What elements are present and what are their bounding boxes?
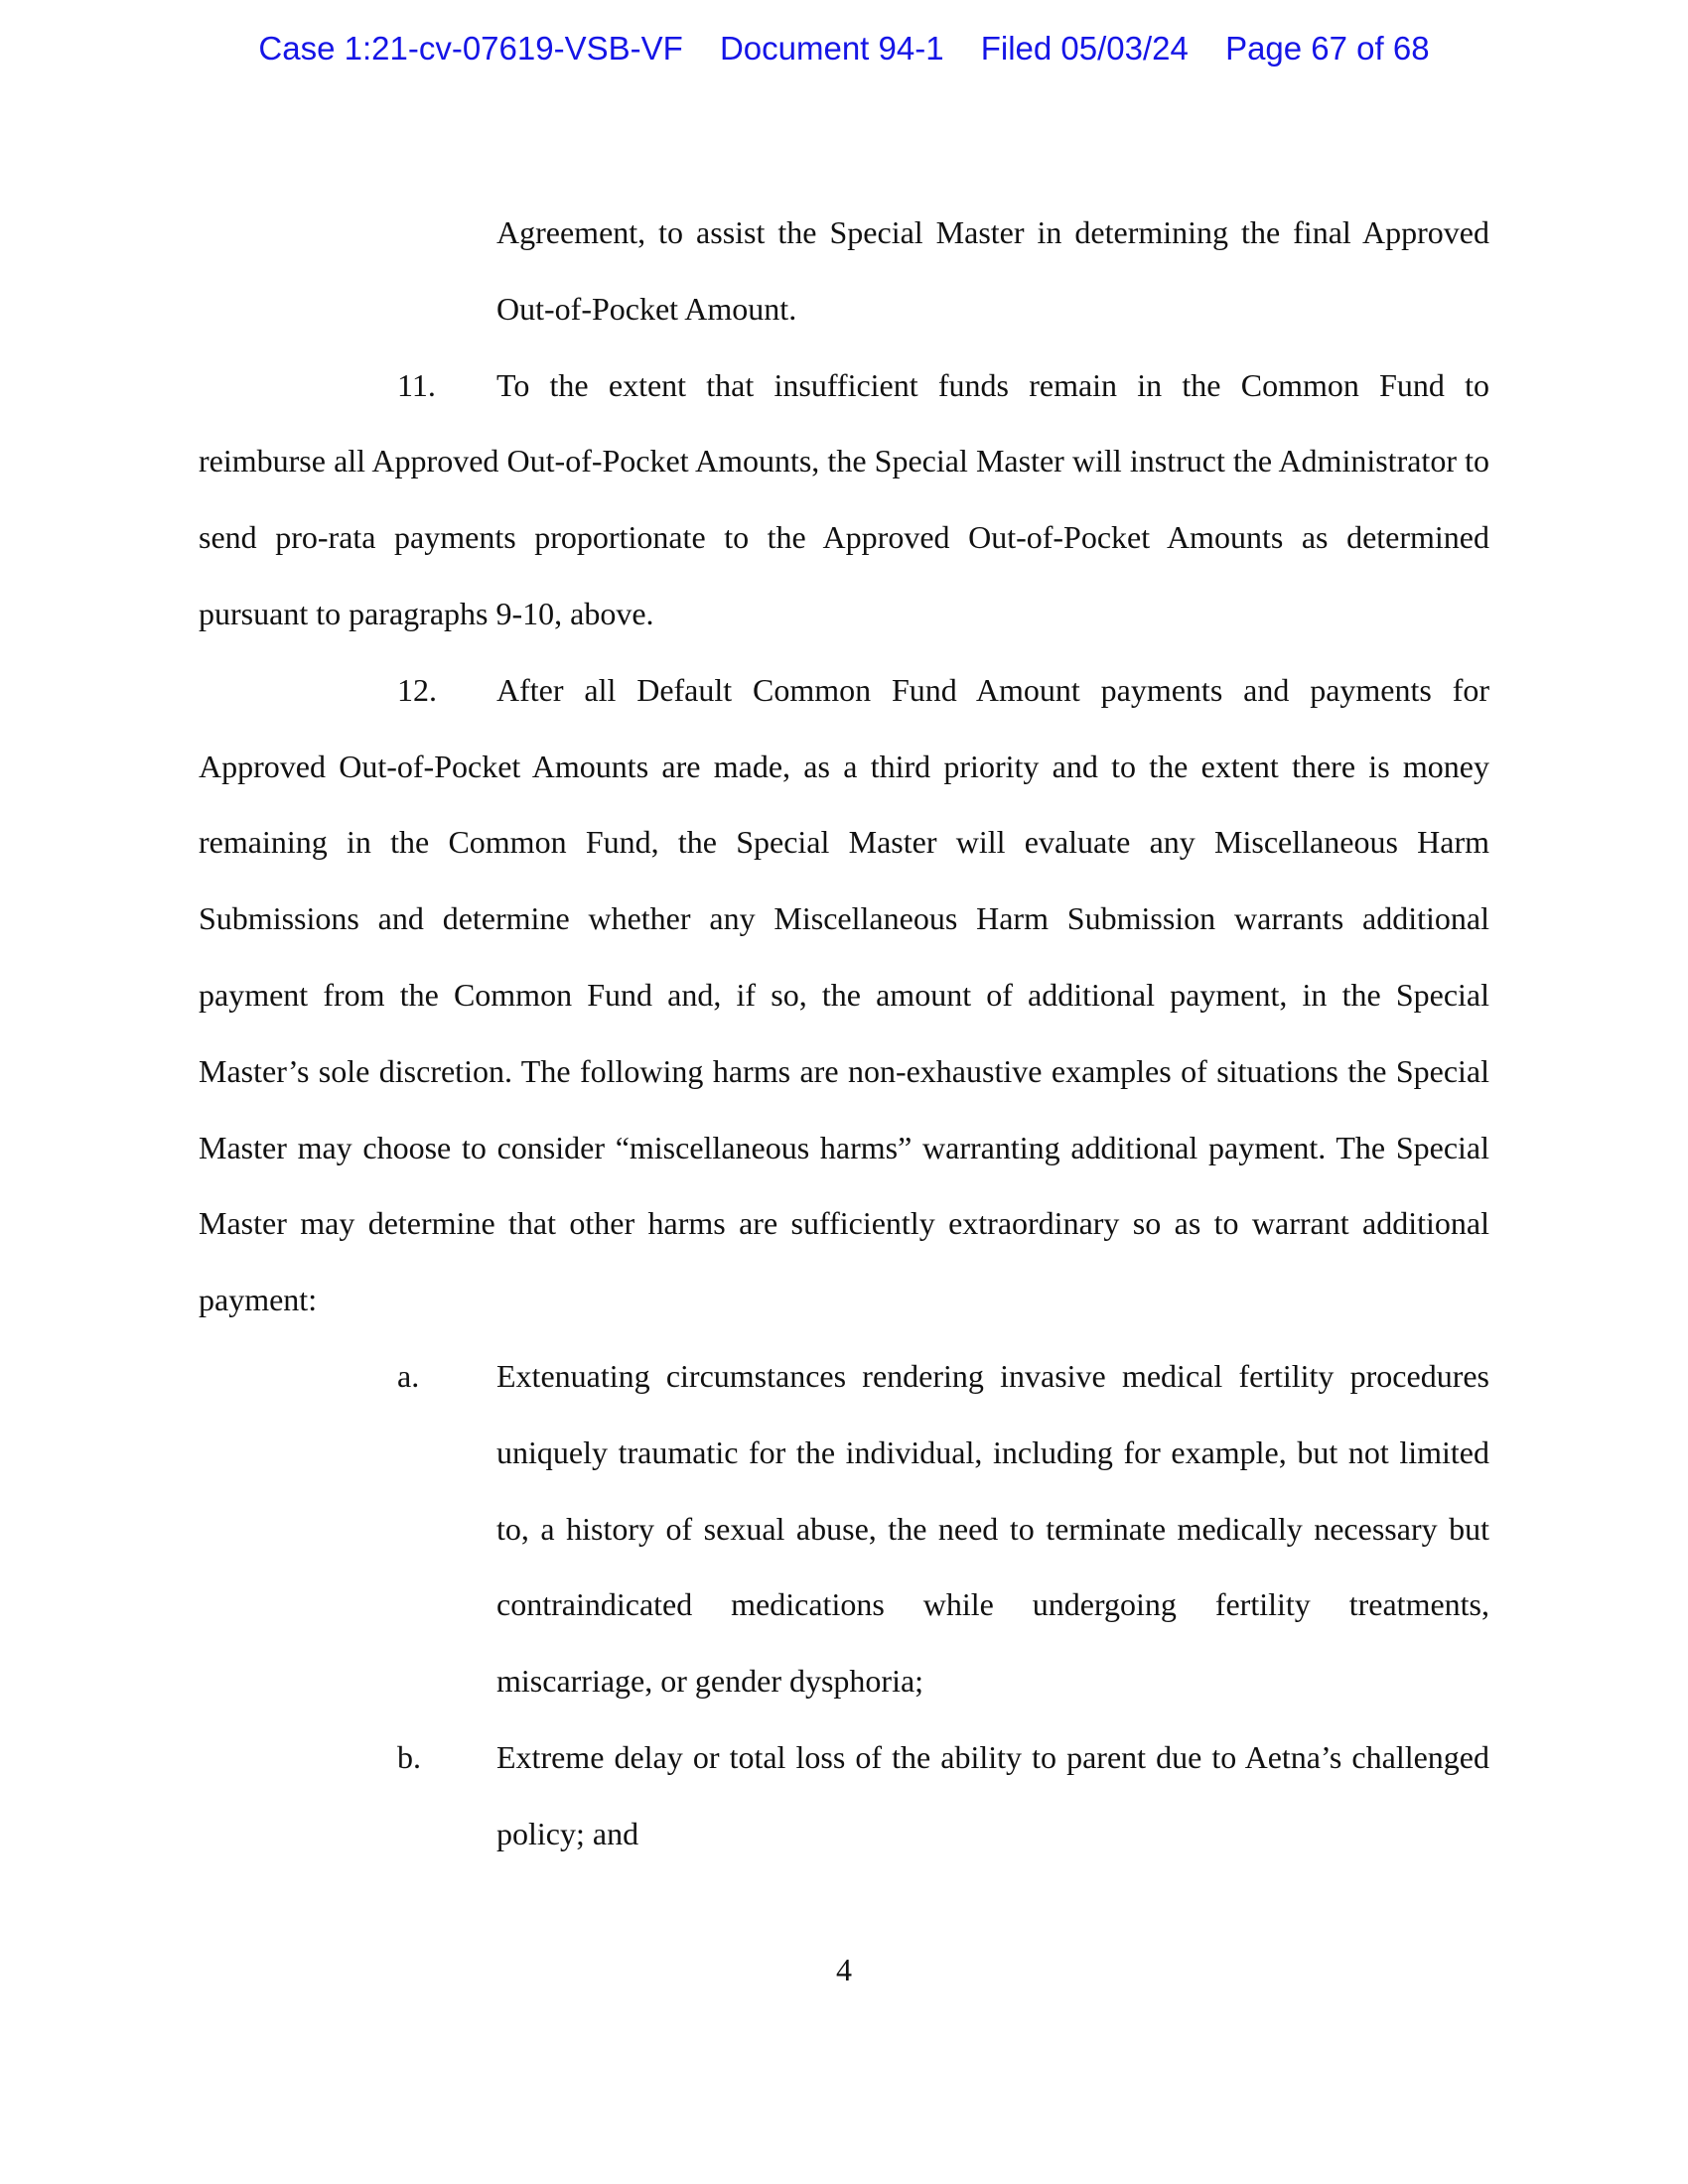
paragraph-number: 11.: [397, 366, 436, 403]
list-label: b.: [397, 1738, 421, 1775]
page-number: 4: [836, 1952, 852, 1987]
document-body: [199, 195, 1489, 1872]
paragraph-text: After all Default Common Fund Amount payments and payments for Approved Out-of-Pocket Amounts are made, as a third priority and to the extent there is money remaining in the Common Fund, the Special Master will evaluate any Miscellaneous Harm Submissions and determine whether any Miscellaneous Harm Submission warrants additional payment from the Common Fund and, if so, the amount of additional payment, in the Special Master’s sole discretion. The following harms are non-exhaustive examples of situations the Special Master may choose to consider “miscellaneous harms” warranting additional payment. The Special Master may determine that other harms are sufficiently extraordinary so as to warrant additional payment:: [199, 671, 1489, 1318]
page-indicator: Page 67 of 68: [1225, 30, 1430, 67]
list-item-a: [199, 1338, 1489, 1719]
filing-header: [0, 30, 1688, 68]
document-number: Document 94-1: [719, 30, 944, 67]
case-number: Case 1:21-cv-07619-VSB-VF: [258, 30, 683, 67]
list-text: Extreme delay or total loss of the ability to parent due to Aetna’s challenged policy; and: [496, 1738, 1489, 1851]
paragraph-12: [199, 652, 1489, 1338]
continuation-paragraph: Agreement, to assist the Special Master in determining the final Approved Out-of-Pocket Amount.: [496, 214, 1489, 327]
list-text: Extenuating circumstances rendering invasive medical fertility procedures uniquely traumatic for the individual, including for example, but not limited to, a history of sexual abuse, the need to terminate medically necessary but contraindicated medications while undergoing fertility treatments, miscarriage, or gender dysphoria;: [496, 1357, 1489, 1700]
list-label: a.: [397, 1357, 420, 1394]
list-item-b: [199, 1719, 1489, 1872]
paragraph-number: 12.: [397, 671, 437, 708]
paragraph-text: To the extent that insufficient funds remain in the Common Fund to reimburse all Approved Out-of-Pocket Amounts, the Special Master will instruct the Administrator to send pro-rata payments proportionate to the Approved Out-of-Pocket Amounts as determined pursuant to paragraphs 9-10, above.: [199, 366, 1489, 631]
paragraph-11: [199, 347, 1489, 652]
filed-date: Filed 05/03/24: [980, 30, 1189, 67]
